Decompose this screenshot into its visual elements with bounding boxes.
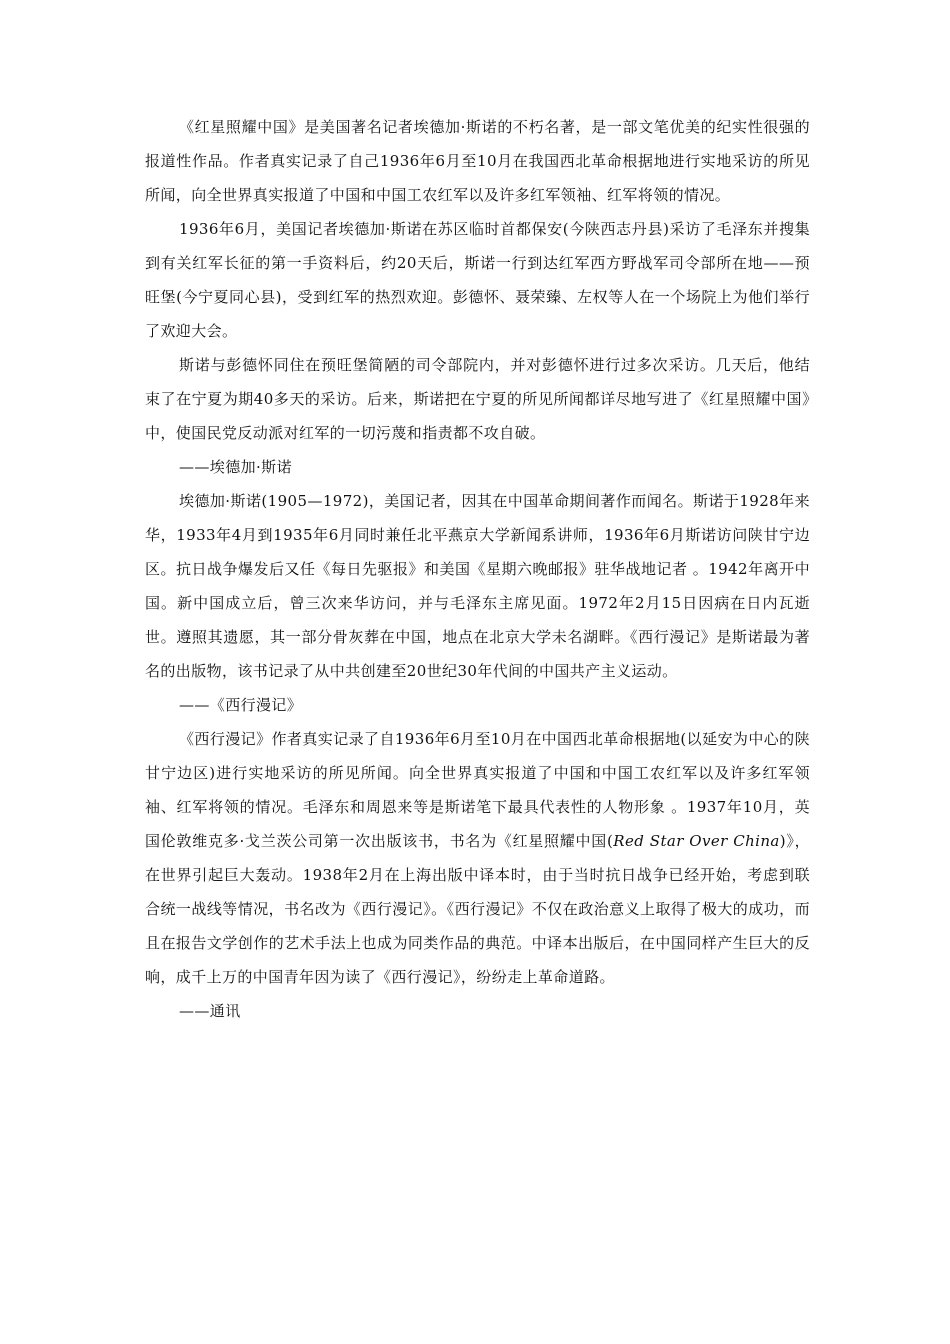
paragraph-1936-visit: 1936年6月，美国记者埃德加·斯诺在苏区临时首都保安(今陕西志丹县)采访了毛泽东并搜集到有关红军长征的第一手资料后，约20天后，斯诺一行到达红军西方野战军司令部所在地——预旺堡(今宁夏同心县)，受到红军的热烈欢迎。彭德怀、聂荣臻、左权等人在一个场院上为他们举行了欢迎大会。 (145, 220, 810, 340)
source-attribution-book: ——《西行漫记》 (179, 696, 303, 714)
source-attribution-news: ——通讯 (179, 1002, 241, 1020)
paragraph-snow-biography: 埃德加·斯诺(1905—1972)，美国记者，因其在中国革命期间著作而闻名。斯诺于1928年来华，1933年4月到1935年6月同时兼任北平燕京大学新闻系讲师，1936年6月斯诺访问陕甘宁边区。抗日战争爆发后又任《每日先驱报》和美国《星期六晚邮报》驻华战地记者 。1942年离开中国。新中国成立后，曾三次来华访问，并与毛泽东主席见面。1972年2月15日因病在日内瓦逝世。遵照其遗愿，其一部分骨灰葬在中国，地点在北京大学未名湖畔。《西行漫记》是斯诺最为著名的出版物，该书记录了从中共创建至20世纪30年代间的中国共产主义运动。 (145, 492, 810, 680)
english-book-title: Red Star Over China (613, 832, 780, 850)
paragraph-peng-dehuai: 斯诺与彭德怀同住在预旺堡简陋的司令部院内，并对彭德怀进行过多次采访。几天后，他结束了在宁夏为期40多天的采访。后来，斯诺把在宁夏的所见所闻都详尽地写进了《红星照耀中国》中，使国民党反动派对红军的一切污蔑和指责都不攻自破。 (145, 356, 810, 442)
book-history-text-a: 《西行漫记》作者真实记录了自1936年6月至10月在中国西北革命根据地(以延安为中心的陕甘宁边区)进行实地采访的所见所闻。向全世界真实报道了中国和中国工农红军以及许多红军领袖、红军将领的情况。毛泽东和周恩来等是斯诺笔下最具代表性的人物形象 。1937年10月，英国伦敦维克多·戈兰茨公司第一次出版该书，书名为《红星照耀中国( (145, 730, 810, 850)
document-page (145, 110, 810, 1028)
paragraph-book-history (145, 722, 810, 994)
paragraph-intro: 《红星照耀中国》是美国著名记者埃德加·斯诺的不朽名著，是一部文笔优美的纪实性很强的报道性作品。作者真实记录了自己1936年6月至10月在我国西北革命根据地进行实地采访的所见所闻，向全世界真实报道了中国和中国工农红军以及许多红军领袖、红军将领的情况。 (145, 118, 810, 204)
book-history-text-b: )》，在世界引起巨大轰动。1938年2月在上海出版中译本时，由于当时抗日战争已经开始，考虑到联合统一战线等情况，书名改为《西行漫记》。《西行漫记》不仅在政治意义上取得了极大的成功，而且在报告文学创作的艺术手法上也成为同类作品的典范。中译本出版后，在中国同样产生巨大的反响，成千上万的中国青年因为读了《西行漫记》，纷纷走上革命道路。 (145, 832, 811, 986)
source-attribution-snow: ——埃德加·斯诺 (179, 458, 292, 476)
